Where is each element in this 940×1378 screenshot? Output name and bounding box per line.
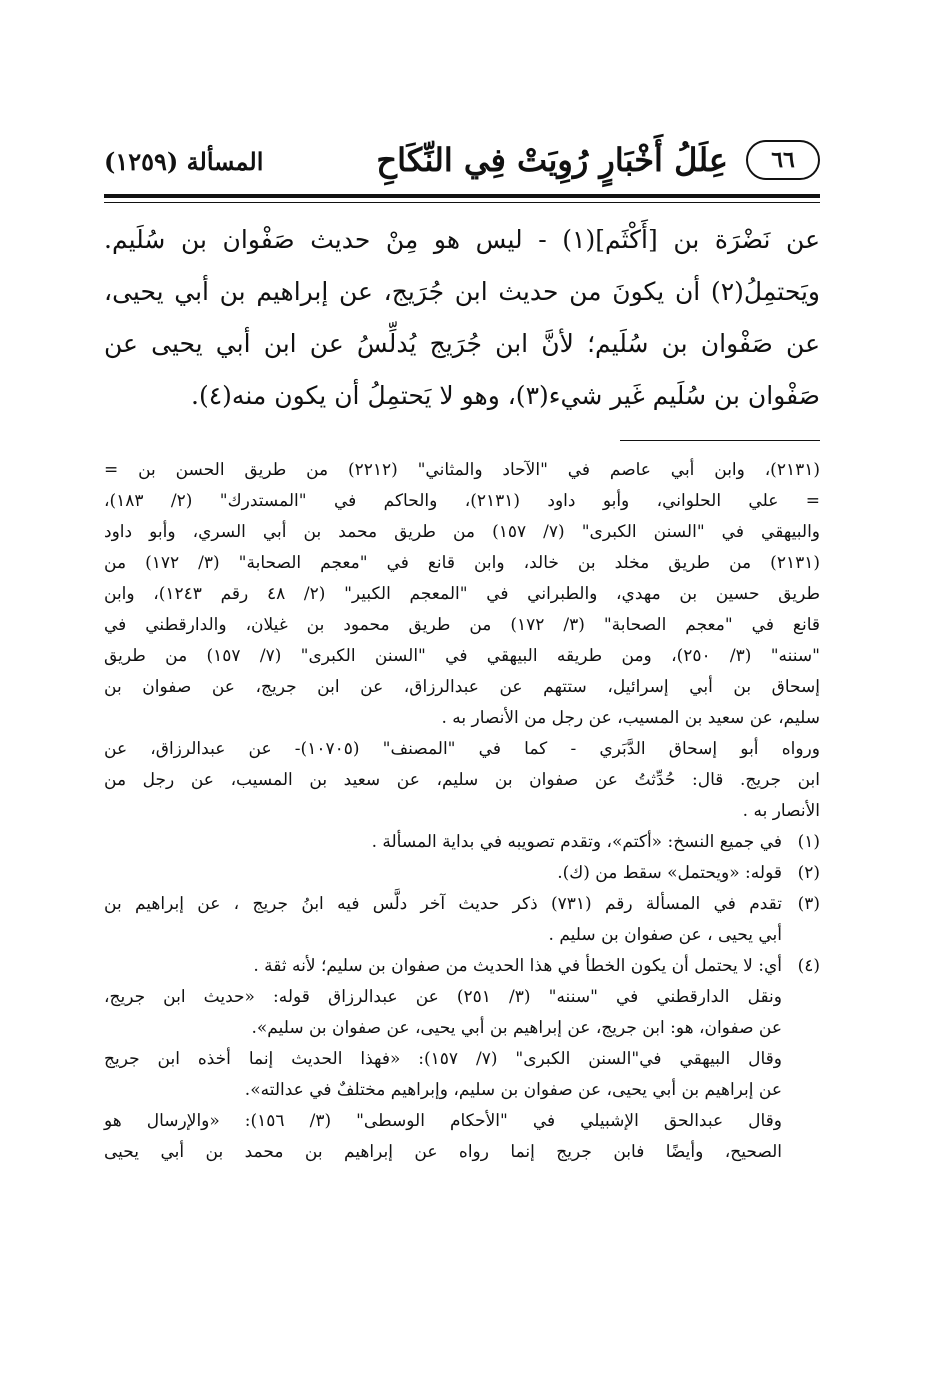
header-rule-thick (104, 194, 820, 198)
footnote-2 (104, 858, 820, 889)
footnote-line: تقدم في المسألة رقم (٧٣١) ذكر حديث آخر دلَّس فيه ابنُ جريج ، عن إبراهيم بن (104, 894, 782, 914)
footnote-body (104, 858, 782, 889)
footnote-line: وقال عبدالحق الإشبيلي في "الأحكام الوسطى" (٣/ ١٥٦): «والإرسال هو (104, 1111, 782, 1131)
continued-note-line: (٢١٣١) من طريق مخلد بن خالد، وابن قانع في "معجم الصحابة" (٣/ ١٧٢) من (104, 553, 820, 573)
footnote-line: في جميع النسخ: «أكتم»، وتقدم تصويبه في بداية المسألة . (371, 832, 782, 852)
continued-note-line: ورواه أبو إسحاق الدَّبَري - كما في "المصنف" (١٠٧٠٥)- عن عبدالرزاق، عن (104, 739, 820, 759)
page-header (104, 138, 820, 186)
footnote-separator (620, 440, 820, 441)
continued-note-line: سليم، عن سعيد بن المسيب، عن رجل من الأنصار به . (441, 708, 820, 728)
footnote-1 (104, 827, 820, 858)
continued-note-line: ابن جريج. قال: حُدِّثتُ عن صفوان بن سليم، عن سعيد بن المسيب، عن رجل من (104, 770, 820, 790)
footnote-line: أبي يحيى ، عن صفوان بن سليم . (548, 925, 782, 945)
footnote-line: عن إبراهيم بن أبي يحيى، عن صفوان بن سليم، وإبراهيم مختلفٌ في عدالته». (244, 1080, 782, 1100)
footnotes-section (104, 455, 820, 1168)
footnote-line: ونقل الدارقطني في "سننه" (٣/ ٢٥١) عن عبدالرزاق قوله: «حديث ابن جريج، (104, 987, 782, 1007)
footnote-number: (٤) (797, 956, 820, 976)
footnote-body (104, 889, 782, 951)
footnote-number: (١) (797, 832, 820, 852)
footnote-3 (104, 889, 820, 951)
continued-note-line: إسحاق بن أبي إسرائيل، ستتهم عن عبدالرزاق، عن ابن جريج، عن صفوان بن (104, 677, 820, 697)
continued-note-line: قانع في "معجم الصحابة" (٣/ ١٧٢) من طريق محمود بن غيلان، والدارقطني في (104, 615, 820, 635)
continued-note-line: "سننه" (٣/ ٢٥٠)، ومن طريقه البيهقي في "السنن الكبرى" (٧/ ١٥٧) من طريق (104, 646, 820, 666)
main-text-line: عن صَفْوان بن سُلَيم؛ لأنَّ ابن جُرَيج يُدلِّسُ عن ابن أبي يحيى عن (104, 329, 820, 358)
main-text (104, 214, 820, 422)
footnote-body (104, 951, 782, 1168)
footnote-number: (٣) (797, 894, 820, 914)
issue-label: المسألة (١٢٥٩) (104, 147, 264, 176)
continued-note-line: الأنصار به . (742, 801, 820, 821)
main-text-line: عن نَضْرَة بن [أَكْثَم](١) - ليس هو مِنْ حديث صَفْوان بن سُلَيم. (104, 225, 820, 254)
footnote-line: وقال البيهقي في"السنن الكبرى" (٧/ ١٥٧): «فهذا الحديث إنما أخذه ابن جريج (104, 1049, 782, 1069)
footnote-line: عن صفوان، هو: ابن جريج، عن إبراهيم بن أبي يحيى، عن صفوان بن سليم». (251, 1018, 782, 1038)
main-text-line: ويَحتمِلُ(٢) أن يكونَ من حديث ابن جُرَيج، عن إبراهيم بن أبي يحيى، (104, 277, 820, 306)
footnote-4 (104, 951, 820, 1168)
main-text-line: صَفْوان بن سُلَيم غَير شيء(٣)، وهو لا يَحتمِلُ أن يكون منه(٤). (191, 381, 820, 410)
continued-note-line: (٢١٣١)، وابن أبي عاصم في "الآحاد والمثاني" (٢٢١٢) من طريق الحسن بن = (104, 460, 820, 480)
footnote-line: أي: لا يحتمل أن يكون الخطأ في هذا الحديث من صفوان بن سليم؛ لأنه ثقة . (253, 956, 782, 976)
footnote-number: (٢) (797, 863, 820, 883)
footnote-line: قوله: «ويحتمل» سقط من (ك). (557, 863, 782, 883)
continued-note-line: والبيهقي في "السنن الكبرى" (٧/ ١٥٧) من طريق محمد بن أبي السري، وأبو داود (104, 522, 821, 542)
footnote-line: الصحيح، وأيضًا فابن جريج إنما رواه عن إبراهيم بن محمد بن أبي يحيى (104, 1142, 782, 1162)
continued-note-line: = علي الحلواني، وأبو داود (٢١٣١)، والحاكم في "المستدرك" (٢/ ١٨٣)، (104, 491, 820, 511)
continued-note-line: طريق حسين بن مهدي، والطبراني في "المعجم الكبير" (٢/ ٤٨ رقم ١٢٤٣)، وابن (104, 584, 820, 604)
header-rule-thin (104, 202, 820, 203)
footnote-body (104, 827, 782, 858)
book-title: عِلَلُ أَخْبَارٍ رُوِيَتْ فِي النِّكَاحِ (376, 141, 728, 179)
continued-note (104, 455, 820, 827)
page-number: ٦٦ (746, 140, 820, 180)
